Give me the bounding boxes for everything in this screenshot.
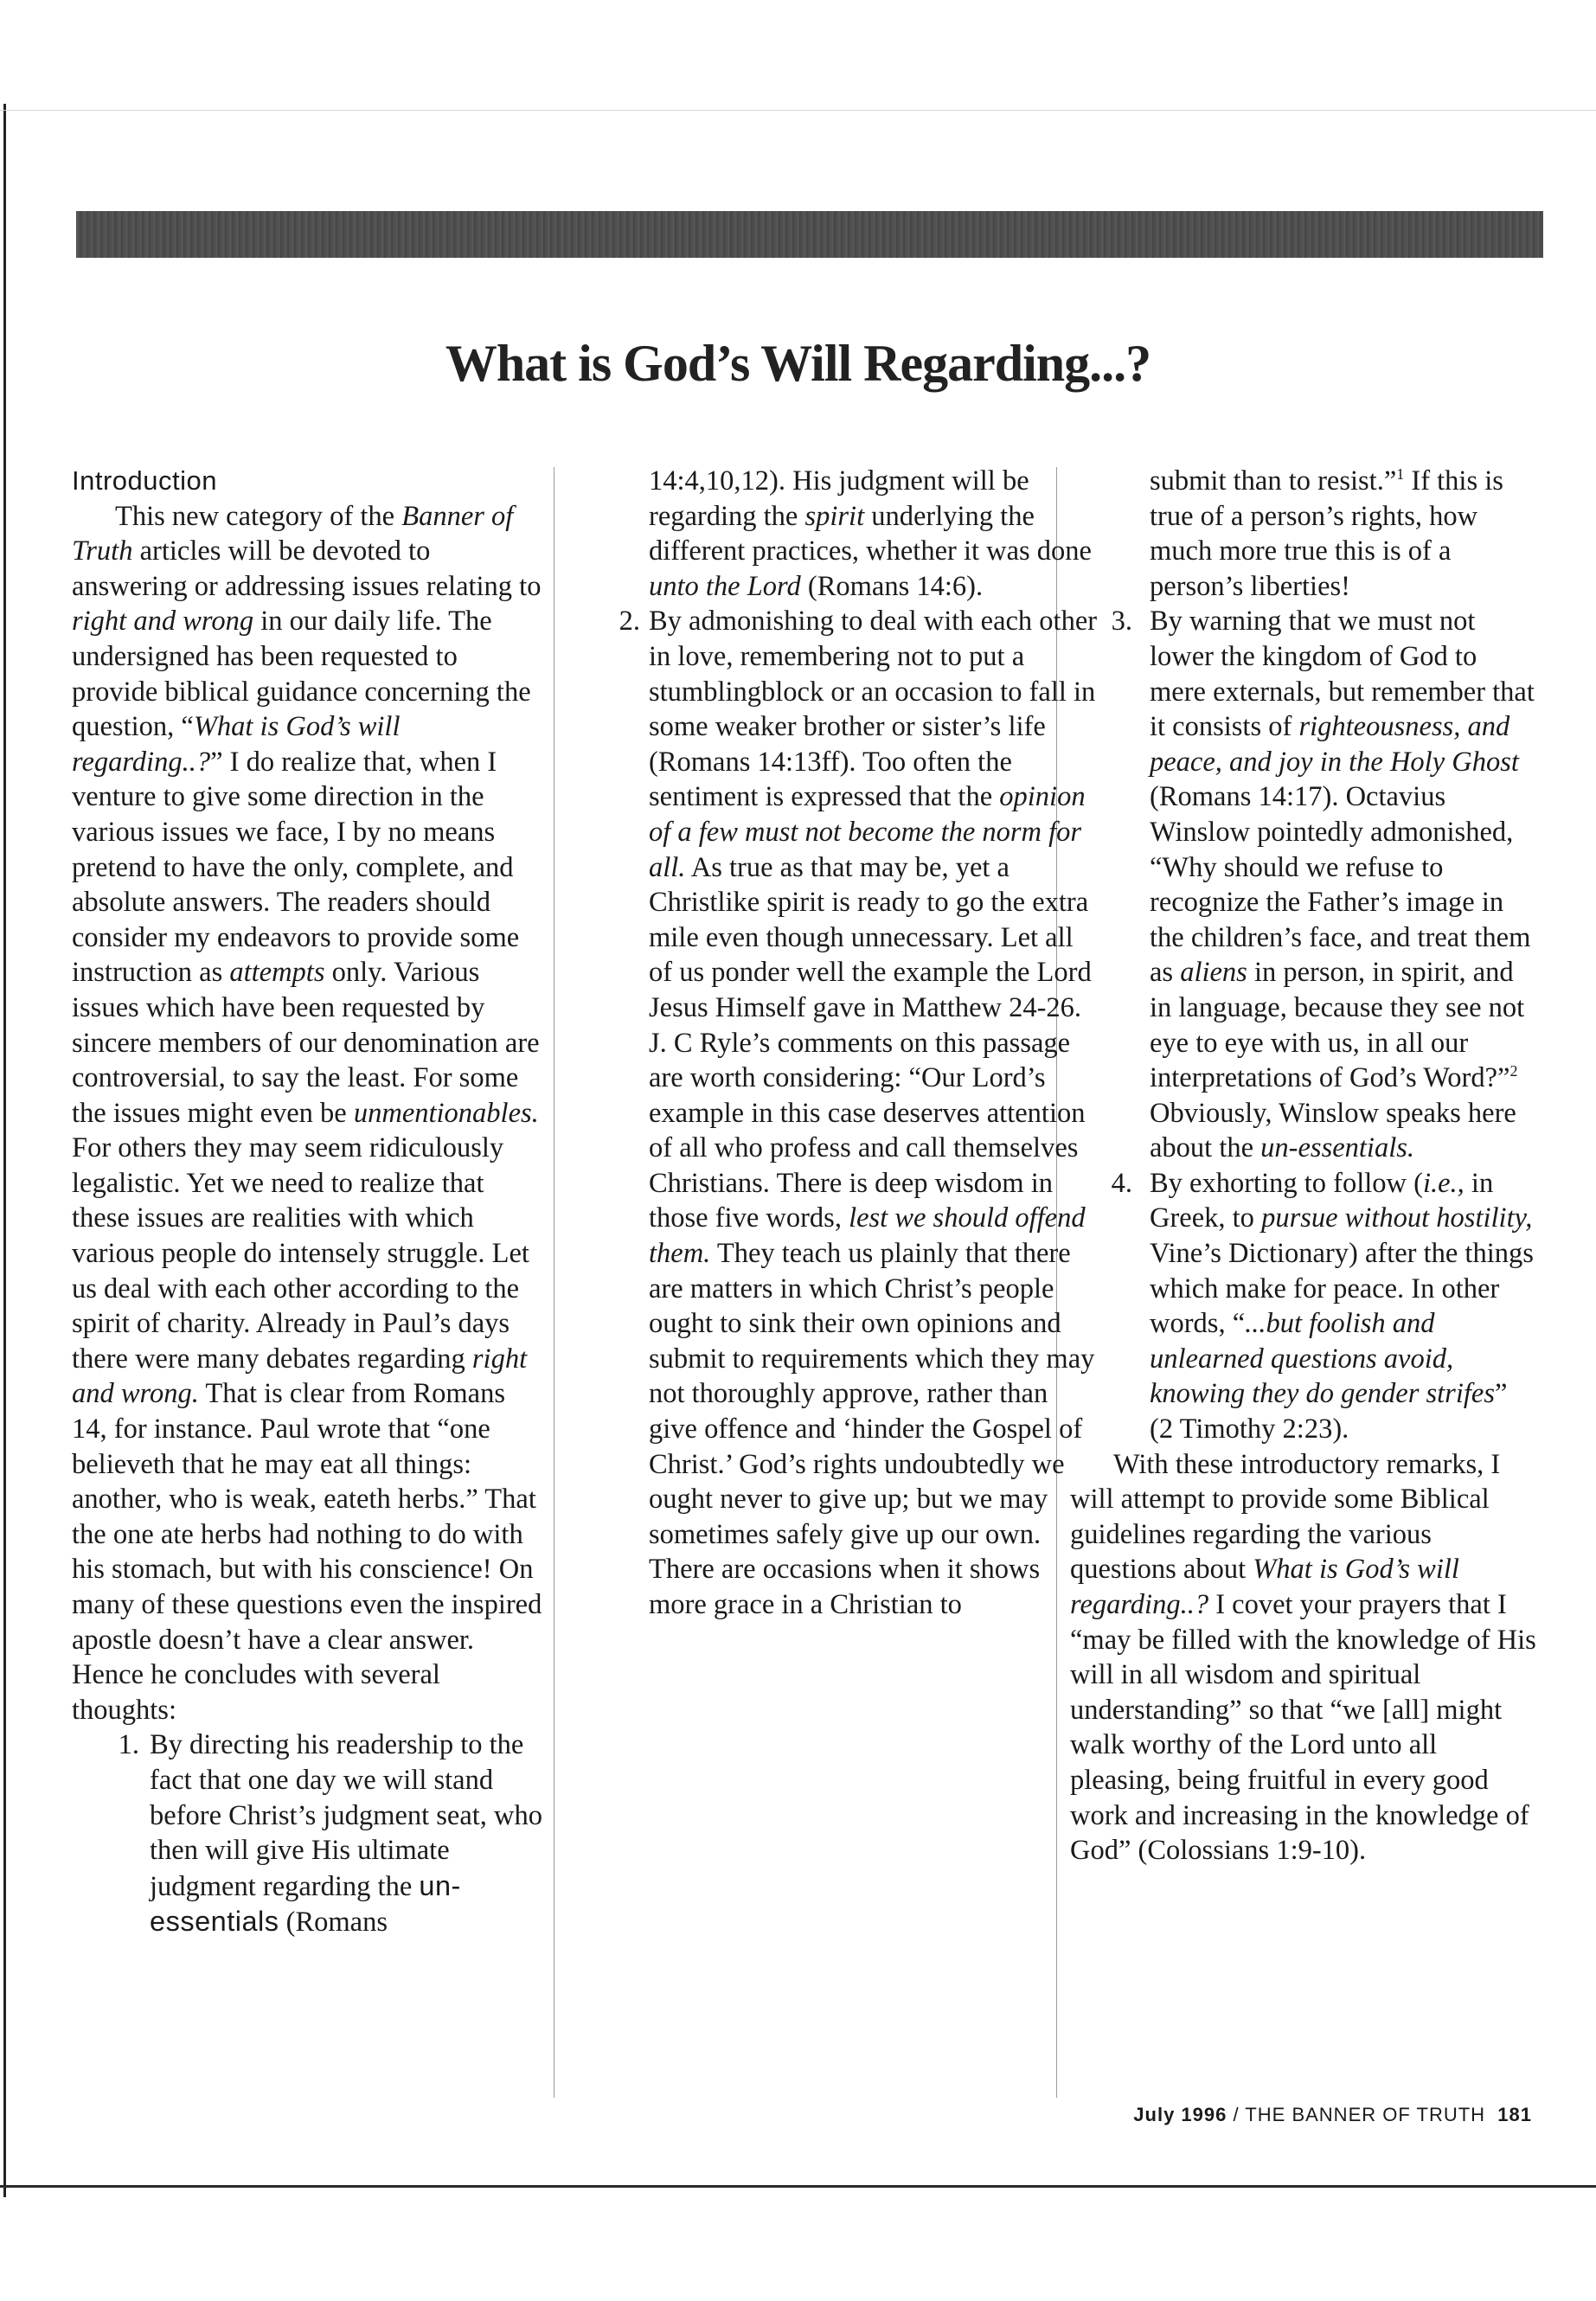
list-item-1 bbox=[72, 1727, 543, 1940]
emphasis: opinion of a few must not become the norm for all. bbox=[649, 781, 1086, 883]
list-item-4 bbox=[1070, 1166, 1537, 1447]
emphasis: righteousness, and peace, and joy in the Holy Ghost bbox=[1150, 711, 1519, 778]
text-run: This new category of the bbox=[115, 500, 402, 532]
footer-separator: / bbox=[1227, 2104, 1246, 2125]
column-1 bbox=[72, 464, 543, 1940]
column-2 bbox=[590, 464, 1102, 1623]
text-run: (Romans 14:17). Octavius Winslow pointedly admonished, “Why should we refuse to recognize the Father’s image in the children’s face, and treat them as bbox=[1150, 781, 1531, 989]
text-run: By directing his readership to the fact that one day we will stand before Christ’s judgment seat, who then will give His ultimate judgment regarding the bbox=[150, 1729, 543, 1902]
text-run: submit than to resist.” bbox=[1150, 465, 1397, 497]
emphasis: pursue without hostility, bbox=[1261, 1202, 1533, 1234]
emphasis: right and wrong bbox=[72, 606, 254, 638]
bottom-rule bbox=[0, 2185, 1596, 2188]
text-run: By warning that we must not lower the kingdom of God to mere externals, but remember that it consists of bbox=[1150, 606, 1535, 743]
text-run: ” (2 Timothy 2:23). bbox=[1150, 1378, 1508, 1445]
emphasis: i.e., bbox=[1422, 1167, 1465, 1199]
list-number: 2. bbox=[619, 606, 640, 638]
section-heading: Introduction bbox=[72, 465, 217, 496]
emphasis: What is God’s will regarding..? bbox=[1070, 1554, 1459, 1620]
closing-paragraph bbox=[1070, 1447, 1537, 1868]
emphasis: unmentionables. bbox=[353, 1097, 539, 1129]
text-run: With these introductory remarks, I will attempt to provide some Biblical guidelines regarding the various questions about bbox=[1070, 1448, 1501, 1586]
page-scan-edge bbox=[3, 104, 6, 2197]
list-item-3 bbox=[1070, 604, 1537, 1166]
list-item-2-continued bbox=[1070, 464, 1537, 604]
text-run: in our daily life. The undersigned has been requested to provide biblical guidance concerning the question, “ bbox=[72, 606, 531, 743]
text-run: I covet your prayers that I “may be filled with the knowledge of His will in all wisdom and spiritual understanding” so that “we [all] might walk worthy of the Lord unto all pleasing, being fruitful in every good work and increasing in the knowledge of God” (Colossians 1:9-10). bbox=[1070, 1589, 1536, 1867]
emphasis: attempts bbox=[229, 957, 325, 989]
text-run: in Greek, to bbox=[1150, 1167, 1494, 1234]
emphasis: Banner of Truth bbox=[72, 500, 514, 567]
text-run: By exhorting to follow ( bbox=[1150, 1167, 1423, 1199]
text-run: 14:4,10,12). His judgment will be regarding the bbox=[649, 465, 1029, 532]
text-run: If this is true of a person’s rights, how much more true this is of a person’s liberties! bbox=[1150, 465, 1503, 602]
text-run: By admonishing to deal with each other in love, remembering not to put a stumblingblock or an occasion to fall in some weaker brother or sister’s life (Romans 14:13ff). Too often the sentiment is expressed that the bbox=[649, 606, 1098, 813]
intro-paragraph bbox=[72, 499, 543, 1728]
page-footer bbox=[1133, 2104, 1532, 2126]
text-run: (Romans bbox=[279, 1907, 388, 1939]
term: un-essentials bbox=[150, 1869, 461, 1938]
text-run: (Romans 14:6). bbox=[800, 570, 984, 602]
list-number: 1. bbox=[118, 1729, 139, 1761]
list-number: 3. bbox=[1111, 606, 1132, 638]
column-3 bbox=[1070, 464, 1537, 1868]
footnote-marker: 2 bbox=[1509, 1062, 1518, 1080]
text-run: That is clear from Romans 14, for instance. Paul wrote that “one believeth that he may eat all things: another, who is weak, eateth herbs.” That the one ate herbs had nothing to do with his stomach, but with his conscience! On many of these questions even the inspired apostle doesn’t have a clear answer. Hence he concludes with several thoughts: bbox=[72, 1378, 542, 1726]
text-run: Obviously, Winslow speaks here about the bbox=[1150, 1097, 1516, 1164]
text-run: They teach us plainly that there are matters in which Christ’s people ought to sink their own opinions and submit to requirements which they may not thoroughly approve, rather than give offence and ‘hinder the Gospel of Christ.’ God’s rights undoubtedly we ought never to give up; but we may sometimes safely give up our own. There are occasions when it shows more grace in a Christian to bbox=[649, 1238, 1095, 1620]
emphasis: ...but foolish and unlearned questions avoid, knowing they do gender strifes bbox=[1150, 1308, 1495, 1410]
emphasis: What is God’s will regarding..? bbox=[72, 711, 401, 778]
emphasis: unto the Lord bbox=[649, 570, 801, 602]
text-run: underlying the different practices, whether it was done bbox=[649, 500, 1092, 567]
footer-date: July 1996 bbox=[1133, 2104, 1227, 2125]
text-run: articles will be devoted to answering or addressing issues relating to bbox=[72, 535, 542, 602]
emphasis: right and wrong. bbox=[72, 1343, 528, 1410]
text-run: Vine’s Dictionary) after the things which make for peace. In other words, “ bbox=[1150, 1238, 1534, 1340]
text-run: in person, in spirit, and in language, because they see not eye to eye with us, in all our interpretations of God’s Word?” bbox=[1150, 957, 1525, 1094]
list-item-1-continued bbox=[590, 464, 1102, 604]
text-run: only. Various issues which have been requested by sincere members of our denomination are controversial, to say the least. For some the issues might even be bbox=[72, 957, 540, 1129]
page-title: What is God’s Will Regarding...? bbox=[445, 335, 1151, 392]
list-item-2 bbox=[590, 604, 1102, 1622]
footnote-marker: 1 bbox=[1396, 465, 1405, 484]
text-run: As true as that may be, yet a Christlike spirit is ready to go the extra mile even though unnecessary. Let all of us ponder well the example the Lord Jesus Himself gave in Matthew 24-26. J. C Ryle’s comments on this passage are worth considering: “Our Lord’s example in this case deserves attention of all who profess and call themselves Christians. There is deep wisdom in those five words, bbox=[649, 851, 1092, 1234]
text-run: For others they may seem ridiculously legalistic. Yet we need to realize that these issues are realities with which various people do intensely struggle. Let us deal with each other according to the spirit of charity. Already in Paul’s days there were many debates regarding bbox=[72, 1132, 529, 1375]
emphasis: aliens bbox=[1180, 957, 1247, 989]
emphasis: un-essentials. bbox=[1260, 1132, 1415, 1164]
emphasis: spirit bbox=[804, 500, 865, 532]
header-banner-bar bbox=[76, 211, 1543, 258]
top-rule bbox=[0, 110, 1596, 111]
page-number: 181 bbox=[1497, 2104, 1532, 2125]
text-run: ” I do realize that, when I venture to give some direction in the various issues we face, I by no means pretend to have the only, complete, and absolute answers. The readers should consider my endeavors to provide some instruction as bbox=[72, 746, 520, 989]
emphasis: lest we should offend them. bbox=[649, 1202, 1086, 1270]
list-number: 4. bbox=[1111, 1167, 1132, 1199]
footer-publication: THE BANNER OF TRUTH bbox=[1245, 2104, 1486, 2125]
